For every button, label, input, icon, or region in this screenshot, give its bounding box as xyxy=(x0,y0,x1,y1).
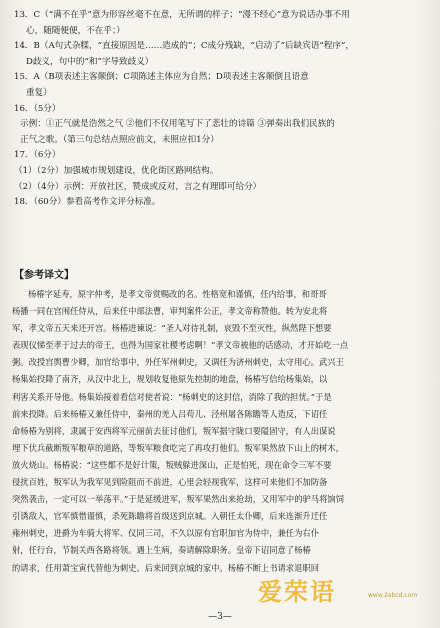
translation-line: 杨椿字延寿，原字仲考，是孝文帝赏赐改的名。性格宽和谨慎，任内给事，和哥哥 xyxy=(28,289,327,299)
answer-line: （1）（2分）加强城市规划建设，优化街区路网结构。 xyxy=(14,165,219,176)
translation-line: 军，孝文帝五天来还开宫。杨椿进谏说：“圣人对待礼制，哀毁不至灭性，纵然陛下想要 xyxy=(12,323,332,334)
translation-line: 突然袭击，一定可以一举荡平。”于是延缓进军，叛军果然出来抢劫，又用军中的驴马将饷饲 xyxy=(12,494,344,505)
answer-line: 正气之歌。（第三句总结点照应前文，未照应扣1分） xyxy=(20,134,219,145)
translation-line: 杨集始投降了南齐，从汉中北上，规划收复他原先控制的地盘，杨椿写信给杨集始，以 xyxy=(12,374,328,385)
translation-line: 埋下伏兵截断叛军粮草的道路，等叛军粮食吃完了再攻打他们。叛军果然放下山上的树木， xyxy=(12,442,344,453)
translation-line: 前来投降。后来杨椿又兼任侍中，秦州的羌人吕苟儿、泾州屠各陈瞻等人造反，下诏任 xyxy=(12,408,328,419)
answers-block xyxy=(14,8,430,211)
answer-line: 18．（60分）参看高考作文评分标准。 xyxy=(14,197,161,208)
answer-line: D歧义，句中的“和”字导致歧义） xyxy=(26,56,154,67)
translation-line: 杨播一同在宫闱任侍从，后来任中部法曹，审判案件公正，孝文帝称赞他。转为安北将 xyxy=(12,306,328,317)
watermark-logo: 爱荣语 xyxy=(258,578,336,606)
translation-line: 的请求，任用萧宝寅代替他为刺史。后来回到京城的家中。杨椿不断上书请求退职回 xyxy=(12,562,319,573)
answer-line: 15．A（B项表述主客颠倒；C项陈述主体应为自然；D项表述主客颠倒且语意 xyxy=(14,72,309,83)
answer-line: 重复） xyxy=(26,87,52,98)
answer-line: 示例：①正气就是浩然之气 ②他们不仅用笔写下了悲壮的诗篇 ③弹奏出我们民族的 xyxy=(20,119,335,130)
page-number: —3— xyxy=(208,612,232,622)
translation-line: 粥。改授宫舆曹少卿，加官给事中，外任军州刺史，又调任为济州刺史，太守用心。武兴王 xyxy=(12,357,344,368)
watermark-url: www.2abcd.com xyxy=(368,592,418,599)
translation-line: 侵扰百姓，叛军认为我军见到险阻而不前进，心里会轻视我军，这样可来他们不加防备 xyxy=(12,477,328,488)
answer-line: 13．C（“满不在乎”意为形容丝毫不在意，无所谓的样子；“漫不经心”意为说话办事不用 xyxy=(14,10,350,20)
translation-block xyxy=(12,286,432,577)
translation-line: 雍州刺史，进爵为车骑大将军、仪同三司，不久以原有官职加官为侍中，兼任为右仆 xyxy=(12,528,319,539)
translation-line: 命杨椿为别将，隶属于安西将军元丽前去征讨他们，叛军据守陇口要隘固守，有人出谋说 xyxy=(12,425,336,436)
answer-line: （2）（4分）示例：开放社区，赞成或反对，言之有理即可给分） xyxy=(14,181,262,192)
answer-line: 16．（5分） xyxy=(14,103,61,114)
translation-line: 表现仪悌至孝于过去的帝王，也得为国家社稷考虑啊！”孝文帝被他的话感动，才开始吃一点 xyxy=(12,340,349,351)
translation-line: 引诱敌人，官军慎惜谨慎，杀死陈瞻将首级送到京城。入朝任太仆卿，后来连渐升迁任 xyxy=(12,511,328,522)
section-title: 【参考译文】 xyxy=(14,270,74,281)
answer-line: 心，随随便便，不在乎；） xyxy=(26,25,125,36)
answer-line: 14．B（A句式杂糅，“直接原因是……造成的”；C成分残缺，“启动了”后缺宾语“程序”， xyxy=(14,41,354,52)
translation-line: 放火烧山。杨椿说：“这些都不是好计策，叛贼躲进深山，正是怕死，现在命令三军不要 xyxy=(12,459,332,470)
answer-line: 17．（6分） xyxy=(14,150,61,161)
translation-line: 利害关系开导他。杨集始接着看信对使者说：“杨刺史的这封信，消除了我的担忧。”于是 xyxy=(12,391,332,402)
translation-line: 射，任行台，节制关西各路将领。遇上生病，奏请解除职务。皇帝下诏同意了杨椿 xyxy=(12,545,311,556)
